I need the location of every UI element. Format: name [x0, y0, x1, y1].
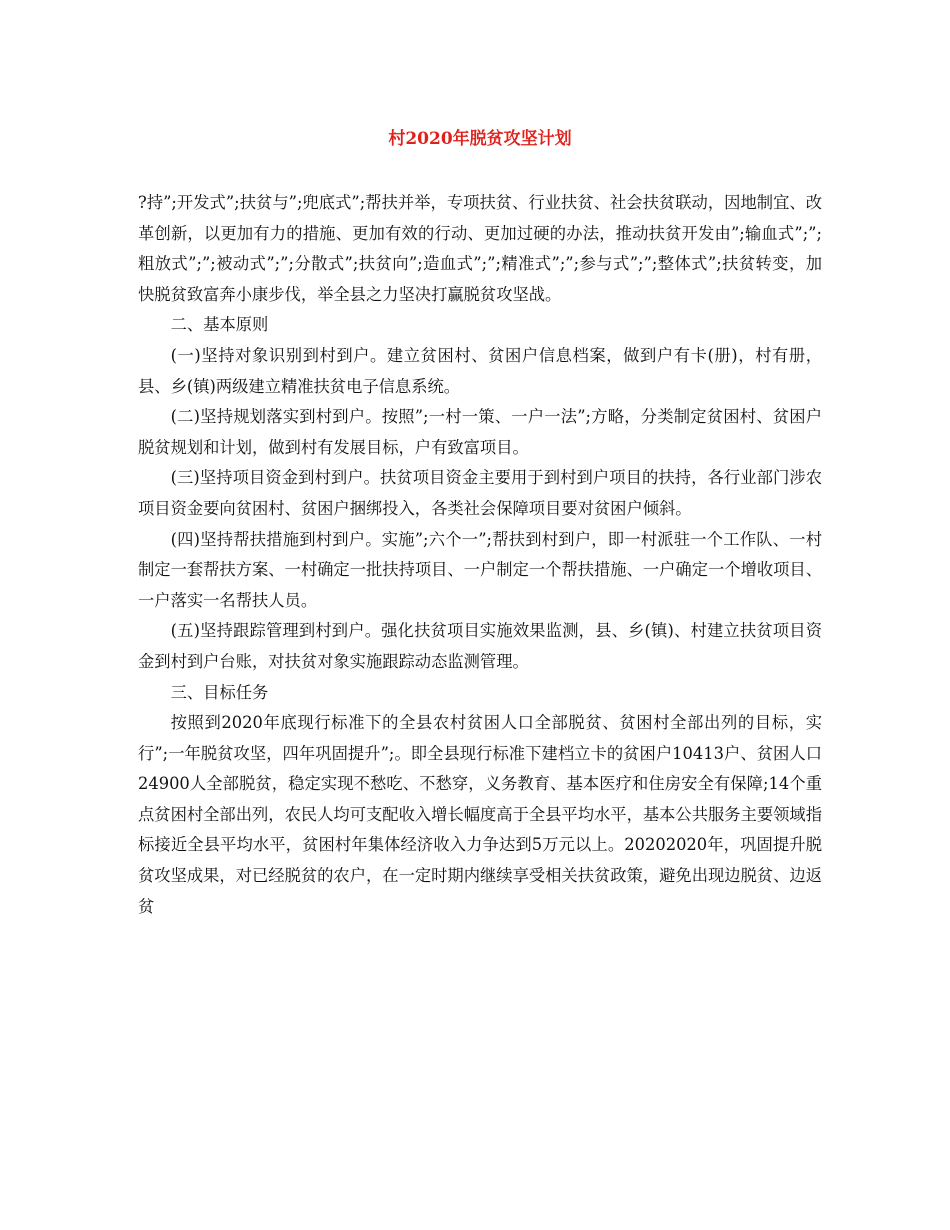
- paragraph-intro: ?持”;开发式”;扶贫与”;兜底式”;帮扶并举，专项扶贫、行业扶贫、社会扶贫联动，因地制宜、改革创新，以更加有力的措施、更加有效的行动、更加过硬的办法，推动扶贫开发由”;输血式”;”;粗放式”;”;被动式”;”;分散式”;扶贫向”;造血式”;”;精准式”;”;参与式”;”;整体式”;扶贫转变，加快脱贫致富奔小康步伐，举全县之力坚决打赢脱贫攻坚战。: [138, 193, 822, 304]
- section-heading-principles: 二、基本原则: [170, 315, 269, 335]
- paragraph-principle-5: (五)坚持跟踪管理到村到户。强化扶贫项目实施效果监测，县、乡(镇)、村建立扶贫项目资金到村到户台账，对扶贫对象实施跟踪动态监测管理。: [138, 621, 822, 671]
- paragraph-principle-3: (三)坚持项目资金到村到户。扶贫项目资金主要用于到村到户项目的扶持，各行业部门涉农项目资金要向贫困村、贫困户捆绑投入，各类社会保障项目要对贫困户倾斜。: [138, 468, 822, 518]
- section-heading-goals: 三、目标任务: [170, 682, 269, 702]
- paragraph-principle-4: (四)坚持帮扶措施到村到户。实施”;六个一”;帮扶到村到户，即一村派驻一个工作队、一村制定一套帮扶方案、一村确定一批扶持项目、一户制定一个帮扶措施、一户确定一个增收项目、一户落实一名帮扶人员。: [138, 529, 822, 610]
- paragraph-goals: 按照到2020年底现行标准下的全县农村贫困人口全部脱贫、贫困村全部出列的目标，实行”;一年脱贫攻坚，四年巩固提升”;。即全县现行标准下建档立卡的贫困户10413户、贫困人口24900人全部脱贫，稳定实现不愁吃、不愁穿，义务教育、基本医疗和住房安全有保障;14个重点贫困村全部出列，农民人均可支配收入增长幅度高于全县平均水平，基本公共服务主要领域指标接近全县平均水平，贫困村年集体经济收入力争达到5万元以上。20202020年，巩固提升脱贫攻坚成果，对已经脱贫的农户，在一定时期内继续享受相关扶贫政策，避免出现边脱贫、边返贫: [138, 713, 822, 916]
- paragraph-principle-1: (一)坚持对象识别到村到户。建立贫困村、贫困户信息档案，做到户有卡(册)，村有册，县、乡(镇)两级建立精准扶贫电子信息系统。: [138, 345, 822, 396]
- paragraph-principle-2: (二)坚持规划落实到村到户。按照”;一村一策、一户一法”;方略，分类制定贫困村、贫困户脱贫规划和计划，做到村有发展目标，户有致富项目。: [138, 407, 822, 457]
- document-title: 村2020年脱贫攻坚计划: [388, 129, 572, 149]
- document-body: [138, 188, 822, 922]
